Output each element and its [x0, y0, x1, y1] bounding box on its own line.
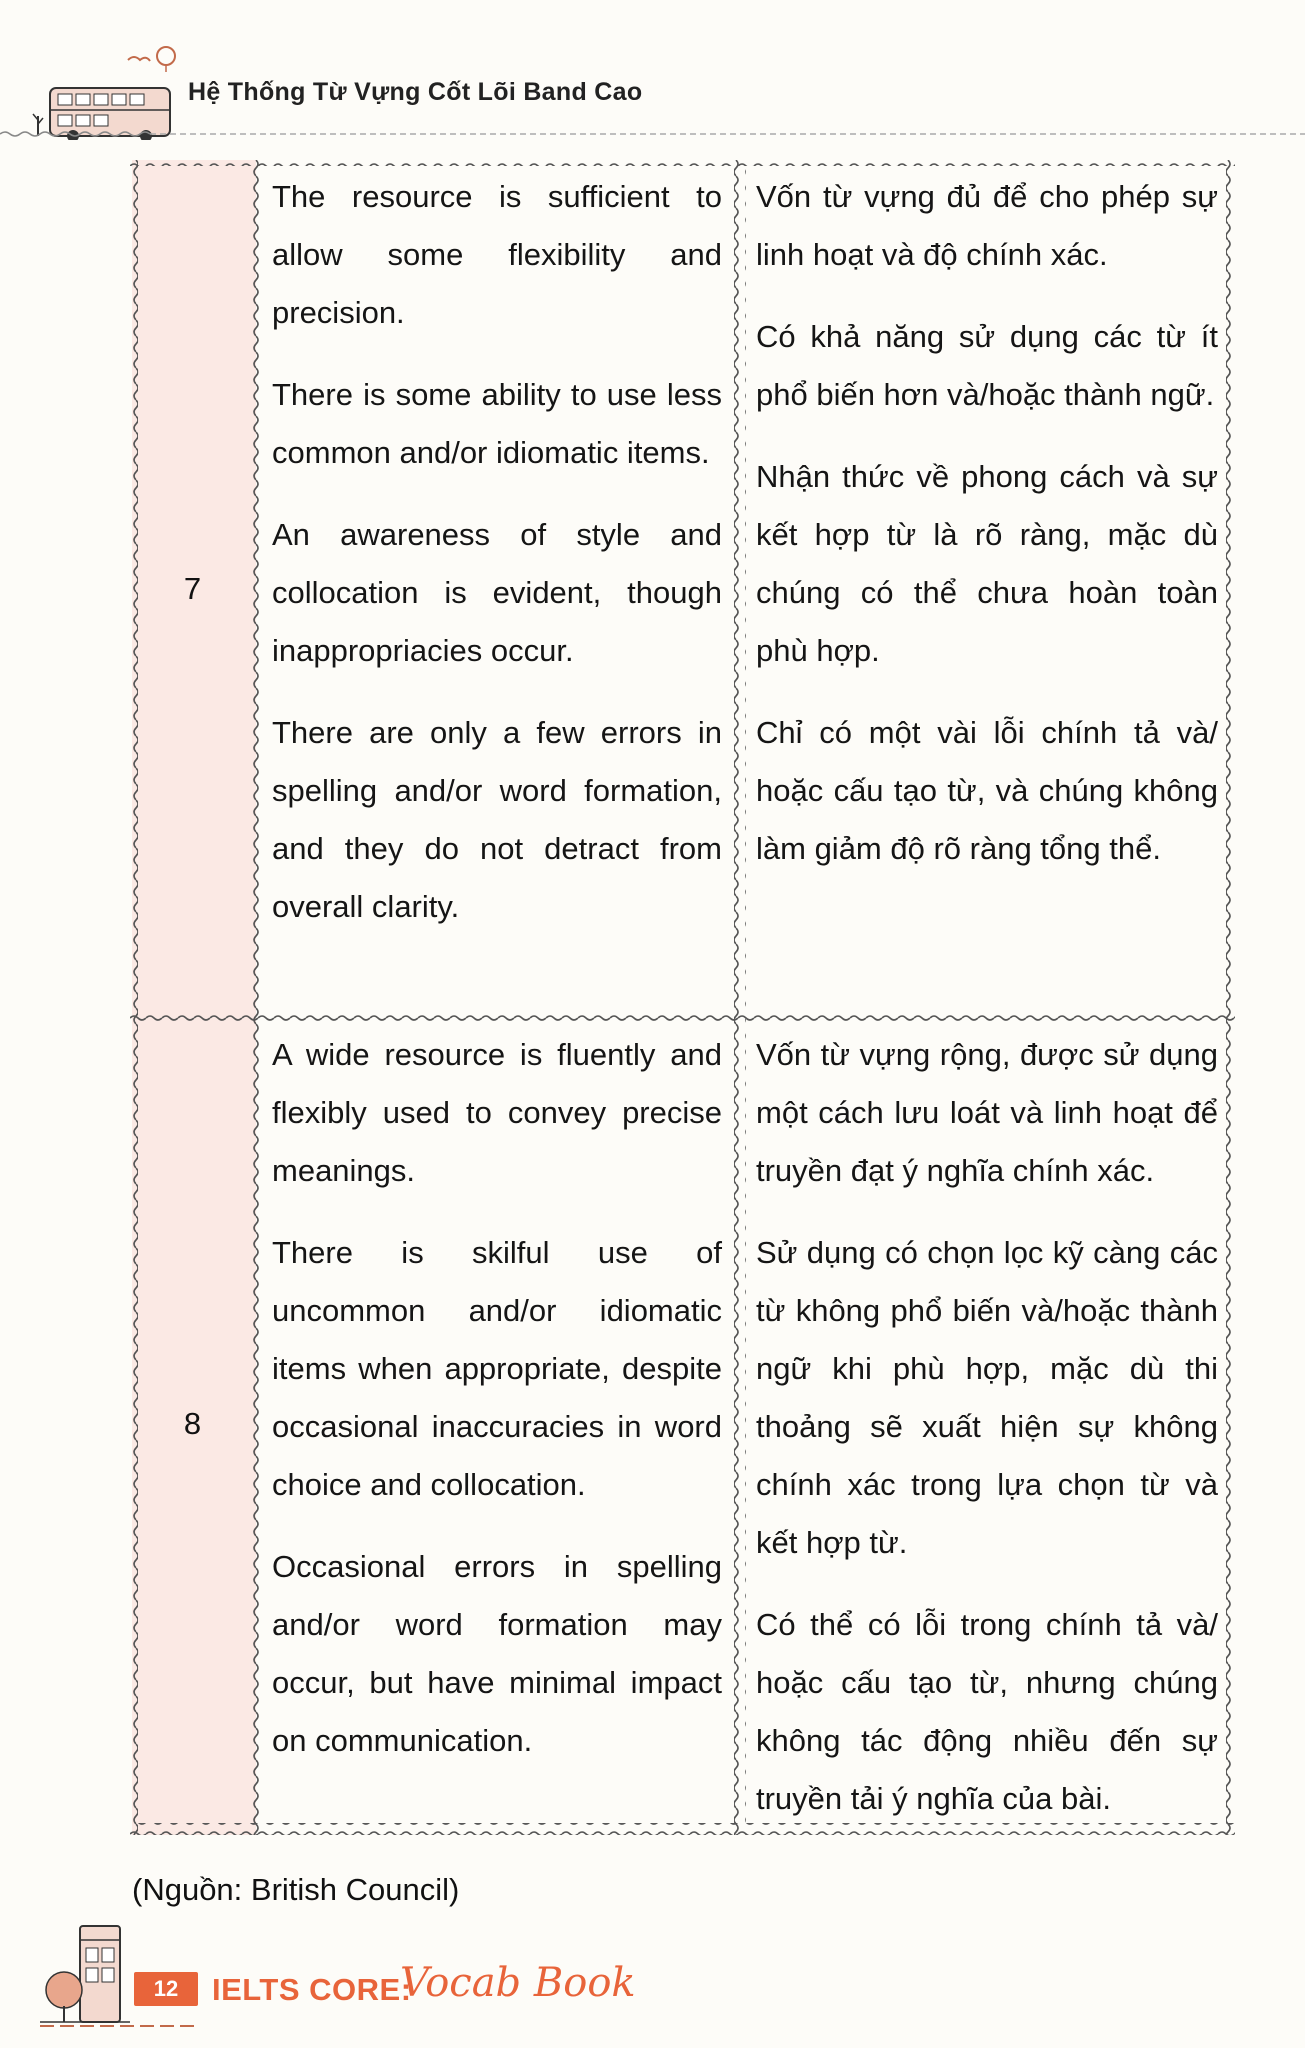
source-note: (Nguồn: British Council): [132, 1872, 460, 1907]
english-cell-band-7: [272, 168, 722, 936]
band-cell-8: 8: [183, 1405, 202, 1441]
descriptor-vi: Có khả năng sử dụng các từ ít phổ biến hơn và/hoặc thành ngữ.: [756, 319, 1218, 412]
page-footer: [0, 1880, 1305, 2048]
book-title: IELTS CORE:: [212, 1972, 412, 2007]
descriptor-en: A wide resource is fluently and flexibly used to convey precise meanings.: [272, 1037, 722, 1188]
descriptor-en: The resource is sufficient to allow some flexibility and precision.: [272, 179, 722, 330]
descriptor-vi: Chỉ có một vài lỗi chính tả và/ hoặc cấu tạo từ, và chúng không làm giảm độ rõ ràng tổng thể.: [756, 715, 1218, 866]
band-descriptor-table: [130, 160, 1235, 1835]
descriptor-vi: Nhận thức về phong cách và sự kết hợp từ là rõ ràng, mặc dù chúng có thể chưa hoàn toàn phù hợp.: [756, 459, 1218, 668]
page-number-badge: 12: [134, 1972, 198, 2006]
page-header: [0, 0, 1305, 150]
descriptor-en: An awareness of style and collocation is evident, though inappropriacies occur.: [272, 517, 722, 668]
band-cell-7: 7: [183, 571, 202, 606]
header-divider: [0, 128, 1305, 140]
bus-illustration-icon: [28, 40, 178, 140]
descriptor-en: There is skilful use of uncommon and/or idiomatic items when appropriate, despite occasional inaccuracies in word choice and collocation.: [272, 1235, 722, 1502]
descriptor-en: There are only a few errors in spelling and/or word formation, and they do not detract from overall clarity.: [272, 715, 722, 924]
descriptor-en: Occasional errors in spelling and/or word formation may occur, but have minimal impact on communication.: [272, 1549, 722, 1758]
descriptor-vi: Vốn từ vựng rộng, được sử dụng một cách lưu loát và linh hoạt để truyền đạt ý nghĩa chính xác.: [756, 1037, 1218, 1188]
descriptor-vi: Có thể có lỗi trong chính tả và/ hoặc cấu tạo từ, nhưng chúng không tác động nhiều đến sự truyền tải ý nghĩa của bài.: [756, 1607, 1218, 1816]
book-subtitle: Vocab Book: [400, 1960, 636, 2006]
descriptor-vi: Sử dụng có chọn lọc kỹ càng các từ không phổ biến và/hoặc thành ngữ khi phù hợp, mặc dù thi thoảng sẽ xuất hiện sự không chính xác trong lựa chọn từ và kết hợp từ.: [756, 1235, 1218, 1560]
vietnamese-cell-band-8: [756, 1026, 1218, 1828]
header-title: Hệ Thống Từ Vựng Cốt Lõi Band Cao: [188, 78, 643, 106]
english-cell-band-8: [272, 1026, 722, 1770]
descriptor-vi: Vốn từ vựng đủ để cho phép sự linh hoạt và độ chính xác.: [756, 179, 1218, 272]
descriptor-en: There is some ability to use less common and/or idiomatic items.: [272, 377, 722, 470]
vietnamese-cell-band-7: [756, 168, 1218, 878]
footer-ground-line: [40, 2020, 200, 2032]
